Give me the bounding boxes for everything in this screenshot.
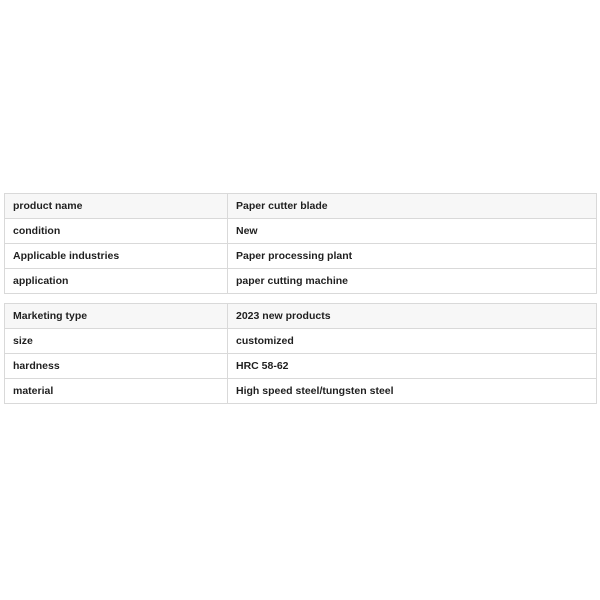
spec-value: 2023 new products xyxy=(228,304,597,329)
spec-key: Marketing type xyxy=(5,304,228,329)
table-row xyxy=(5,329,597,354)
spec-value: Paper cutter blade xyxy=(228,194,597,219)
spec-key: hardness xyxy=(5,354,228,379)
table-row xyxy=(5,304,597,329)
spec-key: application xyxy=(5,269,228,294)
table-row xyxy=(5,354,597,379)
spec-key: condition xyxy=(5,219,228,244)
spec-value: High speed steel/tungsten steel xyxy=(228,379,597,404)
spec-value: customized xyxy=(228,329,597,354)
spec-value: paper cutting machine xyxy=(228,269,597,294)
table-row xyxy=(5,219,597,244)
table-row xyxy=(5,379,597,404)
table-row xyxy=(5,244,597,269)
spec-key: material xyxy=(5,379,228,404)
table-row xyxy=(5,194,597,219)
spec-value: Paper processing plant xyxy=(228,244,597,269)
spec-value: New xyxy=(228,219,597,244)
spec-value: HRC 58-62 xyxy=(228,354,597,379)
table-row xyxy=(5,269,597,294)
spec-key: Applicable industries xyxy=(5,244,228,269)
spec-table-details xyxy=(4,303,597,404)
spec-key: size xyxy=(5,329,228,354)
spec-table-general xyxy=(4,193,597,294)
spec-key: product name xyxy=(5,194,228,219)
